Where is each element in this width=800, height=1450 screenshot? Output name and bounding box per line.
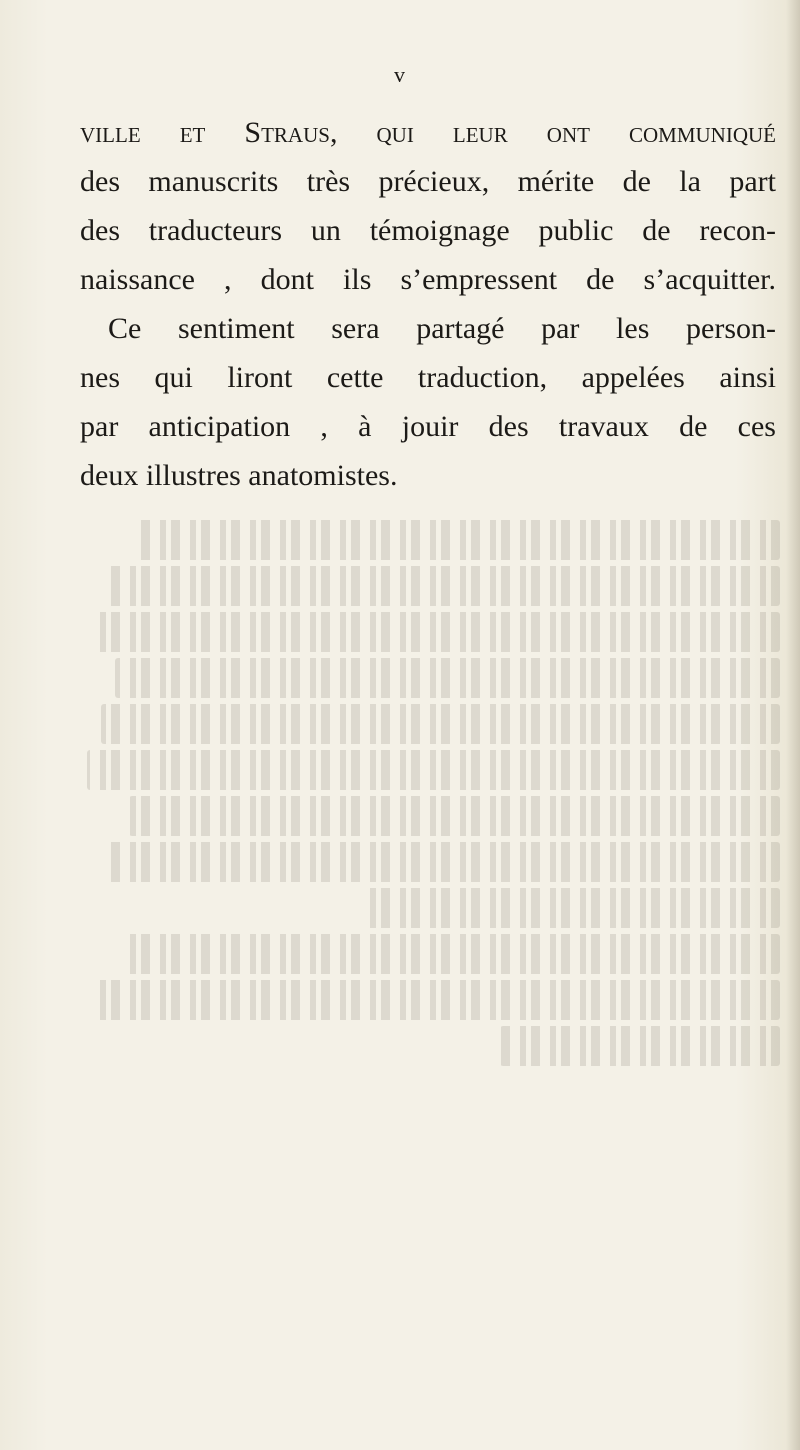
text-line: par anticipation , à jouir des travaux de ces (80, 410, 776, 443)
show-through-line (94, 980, 780, 1020)
body-text (80, 108, 776, 500)
show-through-line (500, 1026, 780, 1066)
show-through-line (108, 566, 780, 606)
text-line: deux illustres anatomistes. (80, 459, 398, 492)
page-edge-shadow (786, 0, 800, 1450)
text-line: des traducteurs un témoignage public de recon- (80, 214, 776, 247)
show-through-line (360, 888, 780, 928)
show-through-line (129, 796, 780, 836)
show-through-line (122, 934, 780, 974)
show-through-line (101, 704, 780, 744)
page-number: v (394, 62, 406, 87)
text-line: Ce sentiment sera partagé par les person- (108, 312, 776, 345)
text-line: nes qui liront cette traduction, appelées ainsi (80, 361, 776, 394)
show-through-line (108, 842, 780, 882)
show-through-line (115, 658, 780, 698)
show-through-texture (80, 520, 780, 1080)
show-through-line (136, 520, 780, 560)
show-through-line (87, 750, 780, 790)
show-through-line (94, 612, 780, 652)
text-line: des manuscrits très précieux, mérite de la part (80, 165, 776, 198)
text-line: ville et Straus, qui leur ont communiqué (80, 116, 776, 149)
text-line: naissance , dont ils s’empressent de s’acquitter. (80, 263, 776, 296)
